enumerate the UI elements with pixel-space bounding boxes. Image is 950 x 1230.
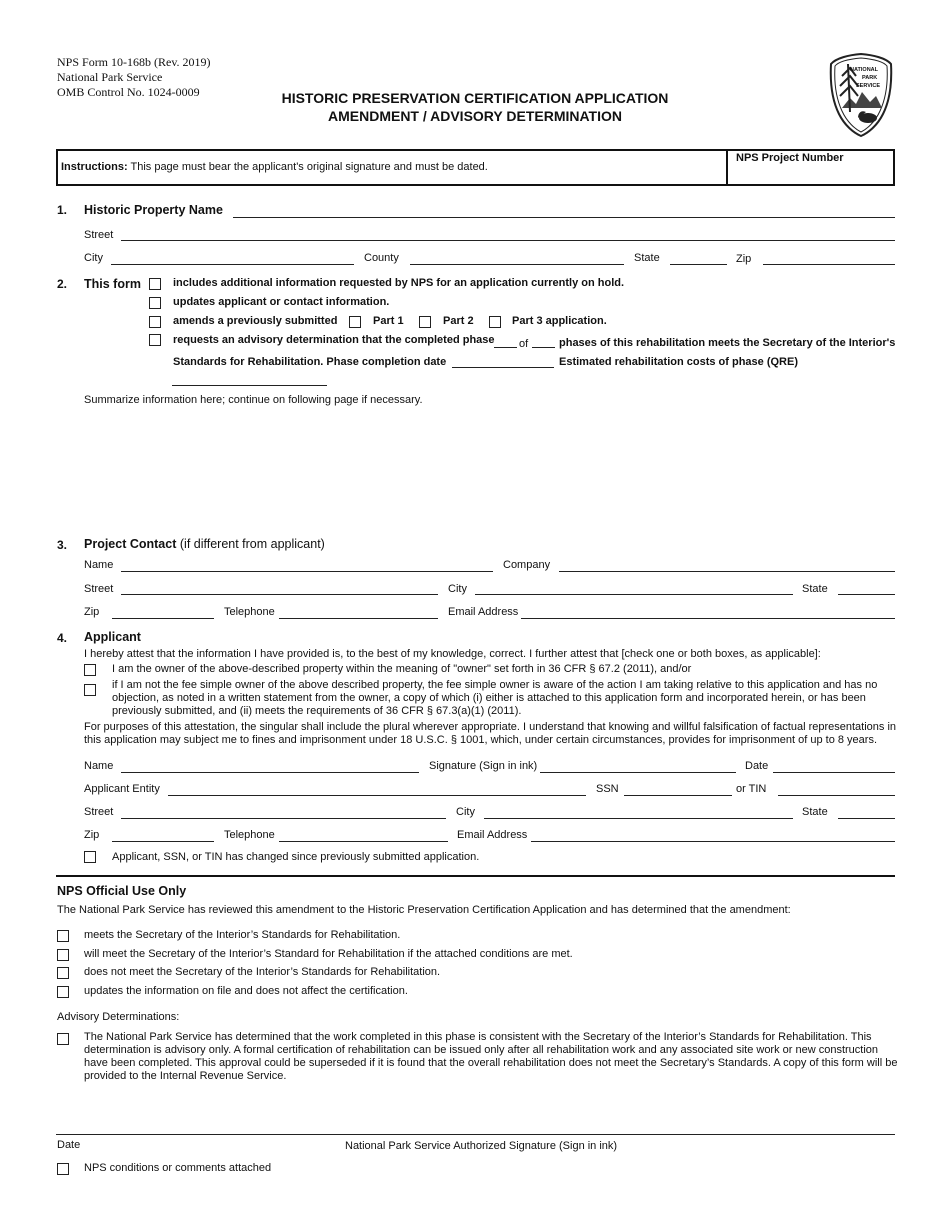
instructions-body: This page must bear the applicant's original signature and must be dated. [130, 161, 488, 173]
property-county-label: County [364, 252, 399, 264]
part1-checkbox[interactable] [349, 316, 361, 328]
section4-number: 4. [57, 631, 68, 645]
purposes-line1: For purposes of this attestation, the singular shall include the plural wherever appropriate. I understand that knowing and willful falsification of factual representations in [84, 721, 897, 733]
contact-email-label: Email Address [448, 606, 519, 618]
property-street-label: Street [84, 229, 114, 241]
tin-label: or TIN [736, 783, 767, 795]
logo-text-park: PARK [862, 75, 878, 81]
applicant-telephone-label: Telephone [224, 829, 275, 841]
property-city-input[interactable] [111, 264, 354, 265]
ssn-input[interactable] [624, 795, 732, 796]
part2-checkbox[interactable] [419, 316, 431, 328]
phase-completion-date-input[interactable] [452, 367, 554, 368]
instructions-text [61, 161, 488, 173]
section2-number: 2. [57, 277, 68, 291]
attestation-text: I hereby attest that the information I have provided is, to the best of my knowledge, correct. I further attest that [check one or both boxes, as applicable]: [84, 648, 821, 660]
phases-standards-label: phases of this rehabilitation meets the Secretary of the Interior's [559, 337, 896, 349]
phase-completion-label: Standards for Rehabilitation. Phase completion date [173, 356, 447, 368]
applicant-name-label: Name [84, 760, 114, 772]
applicant-street-label: Street [84, 806, 114, 818]
applicant-signature-input[interactable] [540, 772, 736, 773]
advisory-line3: have been completed. This approval could be superseded if it is found that the overall rehabilitation does not meet the Secretary’s Standards. A copy of this form will be [84, 1057, 898, 1069]
property-state-label: State [634, 252, 660, 264]
applicant-date-input[interactable] [773, 772, 895, 773]
summary-instruction: Summarize information here; continue on following page if necessary. [84, 394, 423, 406]
completed-phase-input[interactable] [494, 347, 517, 348]
applicant-zip-label: Zip [84, 829, 100, 841]
applicant-entity-label: Applicant Entity [84, 783, 160, 795]
part3-label: Part 3 application. [512, 315, 607, 327]
advisory-request-checkbox[interactable] [149, 334, 161, 346]
applicant-city-label: City [456, 806, 475, 818]
does-not-meet-label: does not meet the Secretary of the Interior’s Standards for Rehabilitation. [84, 966, 441, 978]
form-title-line1: HISTORIC PRESERVATION CERTIFICATION APPLICATION [281, 90, 669, 106]
section3-number: 3. [57, 538, 68, 552]
contact-company-input[interactable] [559, 571, 895, 572]
additional-info-label: includes additional information requested by NPS for an application currently on hold. [173, 277, 625, 289]
project-number-divider [726, 149, 728, 186]
contact-city-label: City [448, 583, 467, 595]
contact-state-label: State [802, 583, 828, 595]
applicant-zip-input[interactable] [112, 841, 214, 842]
applicant-signature-label: Signature (Sign in ink) [429, 760, 538, 772]
form-title-line2: AMENDMENT / ADVISORY DETERMINATION [327, 108, 622, 124]
updates-info-checkbox[interactable] [57, 986, 69, 998]
property-street-input[interactable] [121, 240, 895, 241]
phase-of-label: of [519, 338, 529, 350]
contact-company-label: Company [503, 559, 551, 571]
contact-city-input[interactable] [475, 594, 793, 595]
applicant-email-input[interactable] [531, 841, 895, 842]
form-number: NPS Form 10-168b (Rev. 2019) [57, 55, 211, 69]
project-number-field[interactable] [729, 166, 893, 184]
not-owner-checkbox[interactable] [84, 684, 96, 696]
will-meet-label: will meet the Secretary of the Interior’s Standard for Rehabilitation if the attached conditions are met. [84, 948, 573, 960]
ssn-label: SSN [596, 783, 619, 795]
advisory-line1: The National Park Service has determined that the work completed in this phase is consistent with the Secretary of the Interior’s Standards for Rehabilitation. This [84, 1031, 872, 1043]
section3-title-wrap [84, 537, 325, 551]
property-city-label: City [84, 252, 103, 264]
does-not-meet-checkbox[interactable] [57, 967, 69, 979]
not-owner-line1: if I am not the fee simple owner of the above described property, the fee simple owner is aware of the action I am taking relative to this application and has no [112, 679, 878, 691]
contact-street-input[interactable] [121, 594, 438, 595]
property-zip-input[interactable] [763, 264, 895, 265]
official-use-title: NPS Official Use Only [57, 884, 187, 898]
applicant-state-input[interactable] [838, 818, 895, 819]
applicant-city-input[interactable] [484, 818, 793, 819]
updates-info-label: updates the information on file and does not affect the certification. [84, 985, 408, 997]
nps-signature-line[interactable] [56, 1134, 895, 1135]
contact-zip-input[interactable] [112, 618, 214, 619]
meets-standards-label: meets the Secretary of the Interior’s Standards for Rehabilitation. [84, 929, 401, 941]
contact-zip-label: Zip [84, 606, 100, 618]
rehab-costs-label: Estimated rehabilitation costs of phase (QRE) [559, 356, 798, 368]
property-county-input[interactable] [410, 264, 624, 265]
applicant-street-input[interactable] [121, 818, 446, 819]
agency-name: National Park Service [57, 70, 163, 84]
applicant-telephone-input[interactable] [279, 841, 448, 842]
contact-telephone-input[interactable] [279, 618, 438, 619]
nps-conditions-checkbox[interactable] [57, 1163, 69, 1175]
advisory-line4: provided to the Internal Revenue Service. [84, 1070, 287, 1082]
applicant-name-input[interactable] [121, 772, 419, 773]
property-zip-label: Zip [736, 253, 752, 265]
summary-textarea[interactable] [84, 410, 895, 528]
part3-checkbox[interactable] [489, 316, 501, 328]
purposes-line2: this application may subject me to fines and imprisonment under 18 U.S.C. § 1001, which, under certain circumstances, provides for imprisonment of up to 8 years. [84, 734, 877, 746]
will-meet-checkbox[interactable] [57, 949, 69, 961]
official-use-intro: The National Park Service has reviewed this amendment to the Historic Preservation Certification Application and has determined that the amendment: [57, 904, 791, 916]
contact-email-input[interactable] [521, 618, 895, 619]
advisory-line2: determination is advisory only. A formal certification of rehabilitation can be issued only after all rehabilitation work and any associated site work or new construction [84, 1044, 879, 1056]
official-use-divider [56, 875, 895, 877]
amends-label: amends a previously submitted [173, 315, 338, 327]
section2-title: This form [84, 277, 141, 291]
nps-date-label: Date [57, 1139, 81, 1151]
instructions-label: Instructions: [61, 161, 128, 173]
nps-arrowhead-logo [828, 52, 894, 138]
advisory-consistent-checkbox[interactable] [57, 1033, 69, 1045]
amends-checkbox[interactable] [149, 316, 161, 328]
advisory-request-label: requests an advisory determination that the completed phase [173, 334, 495, 346]
rehab-costs-input[interactable] [172, 385, 327, 386]
updates-contact-label: updates applicant or contact information. [173, 296, 390, 308]
meets-standards-checkbox[interactable] [57, 930, 69, 942]
omb-control: OMB Control No. 1024-0009 [57, 85, 200, 99]
owner-label: I am the owner of the above-described property within the meaning of "owner" set forth in 36 CFR § 67.2 (2011), and/or [112, 663, 692, 675]
nps-signature-label: National Park Service Authorized Signature (Sign in ink) [345, 1140, 618, 1152]
project-number-label: NPS Project Number [736, 152, 844, 164]
not-owner-line3: previously submitted, and (ii) meets the requirements of 36 CFR § 67.3(a)(1) (2011). [112, 705, 522, 717]
contact-street-label: Street [84, 583, 114, 595]
tin-input[interactable] [778, 795, 895, 796]
section3-title-note: (if different from applicant) [179, 537, 325, 551]
property-name-input[interactable] [233, 217, 895, 218]
section1-title: Historic Property Name [84, 203, 223, 217]
section1-number: 1. [57, 203, 68, 217]
applicant-email-label: Email Address [457, 829, 528, 841]
updates-contact-checkbox[interactable] [149, 297, 161, 309]
applicant-entity-input[interactable] [168, 795, 586, 796]
nps-conditions-label: NPS conditions or comments attached [84, 1162, 272, 1174]
part1-label: Part 1 [373, 315, 404, 327]
contact-name-input[interactable] [121, 571, 493, 572]
property-state-input[interactable] [670, 264, 727, 265]
applicant-date-label: Date [745, 760, 769, 772]
applicant-changed-checkbox[interactable] [84, 851, 96, 863]
section3-title: Project Contact [84, 537, 177, 551]
applicant-changed-label: Applicant, SSN, or TIN has changed since previously submitted application. [112, 851, 480, 863]
additional-info-checkbox[interactable] [149, 278, 161, 290]
logo-text-service: SERVICE [856, 83, 881, 89]
not-owner-line2: objection, as noted in a written statement from the owner, a copy of which (i) either is attached to this application form and incorporated herein, or has been [112, 692, 866, 704]
advisory-determinations-label: Advisory Determinations: [57, 1011, 180, 1023]
contact-telephone-label: Telephone [224, 606, 275, 618]
owner-checkbox[interactable] [84, 664, 96, 676]
contact-name-label: Name [84, 559, 114, 571]
section4-title: Applicant [84, 630, 141, 644]
total-phases-input[interactable] [532, 347, 555, 348]
contact-state-input[interactable] [838, 594, 895, 595]
applicant-state-label: State [802, 806, 828, 818]
part2-label: Part 2 [443, 315, 474, 327]
logo-text-national: NATIONAL [850, 67, 879, 73]
